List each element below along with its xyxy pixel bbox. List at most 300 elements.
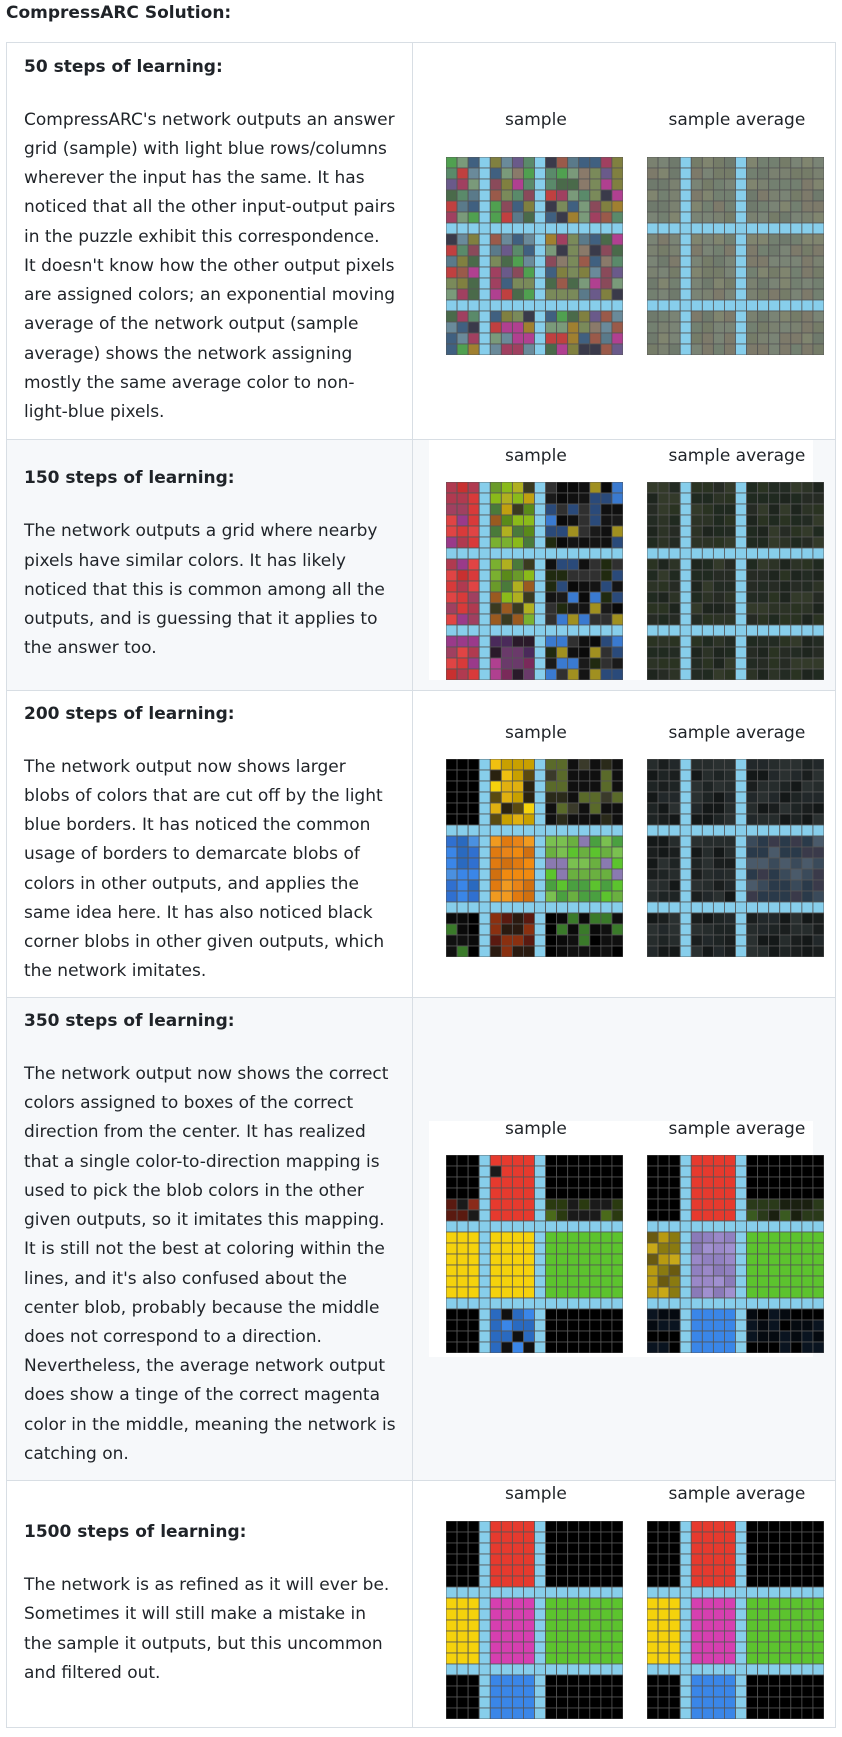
grid-cell: [557, 792, 568, 803]
grid-cell: [724, 179, 735, 190]
grid-cell: [746, 168, 757, 179]
grid-cell: [669, 1576, 680, 1587]
grid-cell: [658, 245, 669, 256]
grid-cell: [468, 581, 479, 592]
grid-cell: [501, 245, 512, 256]
grid-border-cell: [669, 300, 680, 311]
grid-cell: [523, 1521, 534, 1532]
grid-cell: [501, 1532, 512, 1543]
grid-border-cell: [479, 803, 490, 814]
grid-cell: [691, 1232, 702, 1243]
grid-cell: [746, 913, 757, 924]
grid-cell: [780, 1697, 791, 1708]
grid-cell: [802, 278, 813, 289]
grid-cell: [802, 1532, 813, 1543]
grid-cell: [758, 1554, 769, 1565]
grid-cell: [468, 913, 479, 924]
grid-border-cell: [479, 179, 490, 190]
grid-cell: [802, 245, 813, 256]
grid-cell: [612, 278, 623, 289]
grid-cell: [501, 1642, 512, 1653]
grid-cell: [557, 658, 568, 669]
grid-cell: [446, 234, 457, 245]
grid-cell: [468, 1642, 479, 1653]
grid-cell: [579, 234, 590, 245]
grid-cell: [758, 1210, 769, 1221]
grid-cell: [501, 504, 512, 515]
grid-cell: [523, 157, 534, 168]
grid-cell: [813, 1320, 824, 1331]
grid-cell: [769, 1642, 780, 1653]
grid-cell: [446, 168, 457, 179]
grid-cell: [791, 891, 802, 902]
sample-average-caption: sample average: [668, 1119, 806, 1139]
grid-cell: [545, 1276, 556, 1287]
grid-border-cell: [534, 1631, 545, 1642]
grid-cell: [669, 190, 680, 201]
grid-cell: [457, 537, 468, 548]
grid-border-cell: [735, 234, 746, 245]
grid-cell: [590, 493, 601, 504]
grid-cell: [713, 1598, 724, 1609]
grid-cell: [758, 647, 769, 658]
grid-cell: [457, 803, 468, 814]
grid-cell: [490, 1254, 501, 1265]
grid-cell: [612, 836, 623, 847]
grid-cell: [490, 814, 501, 825]
grid-cell: [647, 1554, 658, 1565]
grid-cell: [702, 581, 713, 592]
grid-cell: [713, 1287, 724, 1298]
grid-cell: [647, 526, 658, 537]
grid-border-cell: [545, 1664, 556, 1675]
grid-cell: [702, 1254, 713, 1265]
grid-border-cell: [802, 1664, 813, 1675]
grid-cell: [647, 636, 658, 647]
grid-cell: [802, 1177, 813, 1188]
grid-cell: [545, 647, 556, 658]
grid-cell: [446, 1543, 457, 1554]
grid-cell: [457, 1620, 468, 1631]
grid-cell: [813, 493, 824, 504]
grid-cell: [780, 1609, 791, 1620]
grid-border-cell: [534, 311, 545, 322]
grid-cell: [769, 669, 780, 680]
grid-border-cell: [534, 1177, 545, 1188]
grid-cell: [601, 212, 612, 223]
grid-cell: [468, 1697, 479, 1708]
grid-cell: [669, 322, 680, 333]
grid-cell: [468, 1708, 479, 1719]
grid-cell: [457, 1232, 468, 1243]
grid-cell: [457, 1210, 468, 1221]
grid-cell: [579, 770, 590, 781]
grid-cell: [446, 201, 457, 212]
grid-border-cell: [746, 1664, 757, 1675]
grid-cell: [802, 537, 813, 548]
grid-cell: [501, 581, 512, 592]
grid-cell: [780, 559, 791, 570]
grid-cell: [545, 322, 556, 333]
grid-border-cell: [446, 1221, 457, 1232]
grid-border-cell: [490, 1221, 501, 1232]
step-figure-cell: [412, 440, 835, 691]
grid-cell: [568, 935, 579, 946]
grid-cell: [791, 570, 802, 581]
grid-cell: [612, 869, 623, 880]
grid-border-cell: [735, 300, 746, 311]
grid-cell: [523, 770, 534, 781]
grid-cell: [490, 869, 501, 880]
grid-cell: [545, 836, 556, 847]
grid-border-cell: [545, 1587, 556, 1598]
grid-cell: [545, 157, 556, 168]
grid-cell: [724, 669, 735, 680]
grid-border-cell: [758, 300, 769, 311]
grid-border-cell: [691, 825, 702, 836]
grid-cell: [501, 201, 512, 212]
grid-cell: [802, 1155, 813, 1166]
grid-cell: [457, 814, 468, 825]
grid-cell: [568, 190, 579, 201]
grid-cell: [813, 278, 824, 289]
grid-cell: [746, 1155, 757, 1166]
grid-cell: [601, 814, 612, 825]
grid-cell: [446, 836, 457, 847]
grid-cell: [612, 493, 623, 504]
grid-border-cell: [735, 814, 746, 825]
grid-cell: [702, 526, 713, 537]
grid-cell: [601, 658, 612, 669]
grid-cell: [568, 1331, 579, 1342]
grid-cell: [780, 1232, 791, 1243]
grid-cell: [746, 482, 757, 493]
grid-cell: [669, 935, 680, 946]
grid-cell: [490, 935, 501, 946]
grid-cell: [813, 1543, 824, 1554]
grid-cell: [780, 1631, 791, 1642]
grid-cell: [813, 880, 824, 891]
grid-cell: [601, 256, 612, 267]
grid-border-cell: [680, 1331, 691, 1342]
grid-border-cell: [691, 1221, 702, 1232]
grid-cell: [769, 658, 780, 669]
grid-cell: [545, 245, 556, 256]
grid-cell: [647, 482, 658, 493]
grid-border-cell: [735, 1254, 746, 1265]
grid-cell: [512, 913, 523, 924]
grid-cell: [713, 946, 724, 957]
grid-cell: [457, 179, 468, 190]
grid-border-cell: [813, 223, 824, 234]
grid-cell: [724, 201, 735, 212]
grid-cell: [512, 858, 523, 869]
sample-average-grid: [647, 157, 824, 355]
step-heading: 50 steps of learning:: [24, 56, 223, 77]
grid-cell: [702, 168, 713, 179]
grid-cell: [746, 267, 757, 278]
grid-cell: [579, 311, 590, 322]
grid-cell: [446, 559, 457, 570]
grid-cell: [545, 179, 556, 190]
grid-cell: [512, 526, 523, 537]
sample-caption: sample: [504, 723, 567, 743]
grid-cell: [446, 504, 457, 515]
grid-cell: [758, 1620, 769, 1631]
grid-cell: [746, 781, 757, 792]
grid-cell: [468, 1342, 479, 1353]
grid-cell: [647, 759, 658, 770]
grid-cell: [791, 537, 802, 548]
grid-border-cell: [479, 300, 490, 311]
grid-cell: [780, 869, 791, 880]
grid-border-cell: [691, 548, 702, 559]
grid-border-cell: [468, 1221, 479, 1232]
grid-cell: [557, 1177, 568, 1188]
grid-cell: [490, 1177, 501, 1188]
grid-border-cell: [512, 1221, 523, 1232]
grid-cell: [590, 880, 601, 891]
grid-cell: [568, 1532, 579, 1543]
grid-cell: [579, 1697, 590, 1708]
grid-border-cell: [468, 300, 479, 311]
grid-border-cell: [534, 902, 545, 913]
grid-cell: [769, 581, 780, 592]
grid-border-cell: [534, 1576, 545, 1587]
grid-cell: [669, 212, 680, 223]
grid-border-cell: [780, 223, 791, 234]
grid-cell: [568, 311, 579, 322]
grid-cell: [490, 256, 501, 267]
grid-border-cell: [735, 803, 746, 814]
grid-cell: [501, 526, 512, 537]
grid-cell: [724, 1331, 735, 1342]
grid-cell: [490, 803, 501, 814]
grid-cell: [490, 493, 501, 504]
grid-cell: [791, 322, 802, 333]
grid-border-cell: [680, 847, 691, 858]
grid-border-cell: [534, 792, 545, 803]
grid-border-cell: [512, 223, 523, 234]
grid-border-cell: [501, 300, 512, 311]
grid-cell: [446, 1155, 457, 1166]
grid-border-cell: [479, 1309, 490, 1320]
grid-cell: [658, 570, 669, 581]
grid-cell: [724, 1309, 735, 1320]
grid-cell: [523, 289, 534, 300]
grid-cell: [724, 1675, 735, 1686]
grid-border-cell: [534, 814, 545, 825]
grid-cell: [769, 814, 780, 825]
grid-cell: [769, 1697, 780, 1708]
grid-cell: [568, 322, 579, 333]
grid-border-cell: [534, 891, 545, 902]
grid-cell: [579, 1642, 590, 1653]
grid-cell: [746, 1543, 757, 1554]
grid-cell: [669, 847, 680, 858]
grid-cell: [802, 1166, 813, 1177]
grid-cell: [501, 559, 512, 570]
grid-cell: [468, 781, 479, 792]
grid-border-cell: [680, 891, 691, 902]
grid-cell: [647, 1532, 658, 1543]
grid-cell: [802, 924, 813, 935]
grid-cell: [512, 482, 523, 493]
grid-cell: [724, 603, 735, 614]
grid-cell: [468, 559, 479, 570]
grid-cell: [557, 1210, 568, 1221]
grid-border-cell: [523, 1221, 534, 1232]
grid-cell: [758, 570, 769, 581]
grid-cell: [545, 234, 556, 245]
grid-border-cell: [735, 1210, 746, 1221]
grid-cell: [702, 212, 713, 223]
grid-cell: [702, 267, 713, 278]
grid-cell: [457, 311, 468, 322]
step-heading: 200 steps of learning:: [24, 703, 235, 724]
grid-cell: [791, 212, 802, 223]
grid-cell: [590, 1309, 601, 1320]
grid-cell: [601, 614, 612, 625]
grid-cell: [468, 1598, 479, 1609]
grid-cell: [601, 515, 612, 526]
grid-border-cell: [758, 1587, 769, 1598]
grid-cell: [791, 482, 802, 493]
grid-cell: [490, 592, 501, 603]
grid-cell: [702, 759, 713, 770]
grid-border-cell: [680, 300, 691, 311]
grid-cell: [446, 1166, 457, 1177]
grid-cell: [691, 1598, 702, 1609]
grid-cell: [601, 168, 612, 179]
grid-border-cell: [647, 902, 658, 913]
grid-cell: [601, 1342, 612, 1353]
grid-cell: [713, 803, 724, 814]
grid-cell: [457, 1243, 468, 1254]
grid-cell: [590, 1642, 601, 1653]
grid-cell: [746, 1521, 757, 1532]
grid-cell: [702, 201, 713, 212]
grid-cell: [658, 311, 669, 322]
grid-cell: [758, 190, 769, 201]
grid-border-cell: [680, 669, 691, 680]
grid-cell: [791, 190, 802, 201]
grid-cell: [669, 669, 680, 680]
grid-cell: [545, 267, 556, 278]
grid-cell: [523, 924, 534, 935]
grid-border-cell: [735, 190, 746, 201]
grid-cell: [647, 234, 658, 245]
grid-cell: [457, 1576, 468, 1587]
grid-cell: [446, 1532, 457, 1543]
grid-border-cell: [534, 869, 545, 880]
grid-border-cell: [680, 1177, 691, 1188]
grid-cell: [713, 614, 724, 625]
grid-cell: [523, 1166, 534, 1177]
grid-border-cell: [479, 515, 490, 526]
grid-border-cell: [724, 1664, 735, 1675]
grid-border-cell: [534, 526, 545, 537]
grid-border-cell: [680, 1309, 691, 1320]
grid-border-cell: [813, 548, 824, 559]
grid-cell: [512, 1620, 523, 1631]
grid-cell: [612, 289, 623, 300]
grid-cell: [590, 1155, 601, 1166]
grid-cell: [691, 1287, 702, 1298]
grid-cell: [802, 891, 813, 902]
grid-cell: [545, 168, 556, 179]
grid-cell: [601, 1675, 612, 1686]
grid-cell: [724, 1287, 735, 1298]
grid-cell: [791, 234, 802, 245]
grid-border-cell: [680, 1686, 691, 1697]
grid-cell: [501, 1199, 512, 1210]
grid-cell: [691, 913, 702, 924]
grid-cell: [468, 1243, 479, 1254]
grid-cell: [669, 792, 680, 803]
grid-border-cell: [601, 902, 612, 913]
grid-cell: [769, 168, 780, 179]
sample-average-caption: sample average: [668, 723, 806, 743]
grid-cell: [512, 1287, 523, 1298]
grid-cell: [579, 1232, 590, 1243]
grid-cell: [647, 1342, 658, 1353]
grid-border-cell: [680, 1287, 691, 1298]
grid-cell: [501, 1276, 512, 1287]
grid-cell: [746, 322, 757, 333]
grid-cell: [691, 636, 702, 647]
grid-cell: [713, 759, 724, 770]
grid-cell: [724, 1653, 735, 1664]
grid-cell: [713, 1521, 724, 1532]
grid-border-cell: [545, 223, 556, 234]
grid-cell: [691, 344, 702, 355]
grid-cell: [612, 179, 623, 190]
grid-cell: [579, 1342, 590, 1353]
grid-cell: [523, 781, 534, 792]
grid-cell: [512, 891, 523, 902]
grid-cell: [691, 1210, 702, 1221]
grid-cell: [612, 212, 623, 223]
grid-cell: [601, 592, 612, 603]
grid-cell: [557, 311, 568, 322]
grid-cell: [523, 1276, 534, 1287]
grid-cell: [579, 289, 590, 300]
grid-cell: [780, 168, 791, 179]
grid-cell: [758, 256, 769, 267]
grid-border-cell: [691, 300, 702, 311]
grid-cell: [724, 858, 735, 869]
grid-cell: [590, 1210, 601, 1221]
grid-border-cell: [534, 1664, 545, 1675]
grid-cell: [612, 267, 623, 278]
grid-cell: [468, 669, 479, 680]
grid-cell: [579, 278, 590, 289]
grid-cell: [713, 1686, 724, 1697]
grid-cell: [691, 289, 702, 300]
grid-cell: [501, 913, 512, 924]
grid-border-cell: [501, 1221, 512, 1232]
grid-border-cell: [680, 570, 691, 581]
grid-border-cell: [557, 1587, 568, 1598]
grid-border-cell: [680, 1642, 691, 1653]
grid-cell: [746, 1243, 757, 1254]
grid-cell: [780, 781, 791, 792]
grid-cell: [647, 570, 658, 581]
grid-cell: [724, 526, 735, 537]
grid-cell: [769, 526, 780, 537]
grid-cell: [601, 333, 612, 344]
